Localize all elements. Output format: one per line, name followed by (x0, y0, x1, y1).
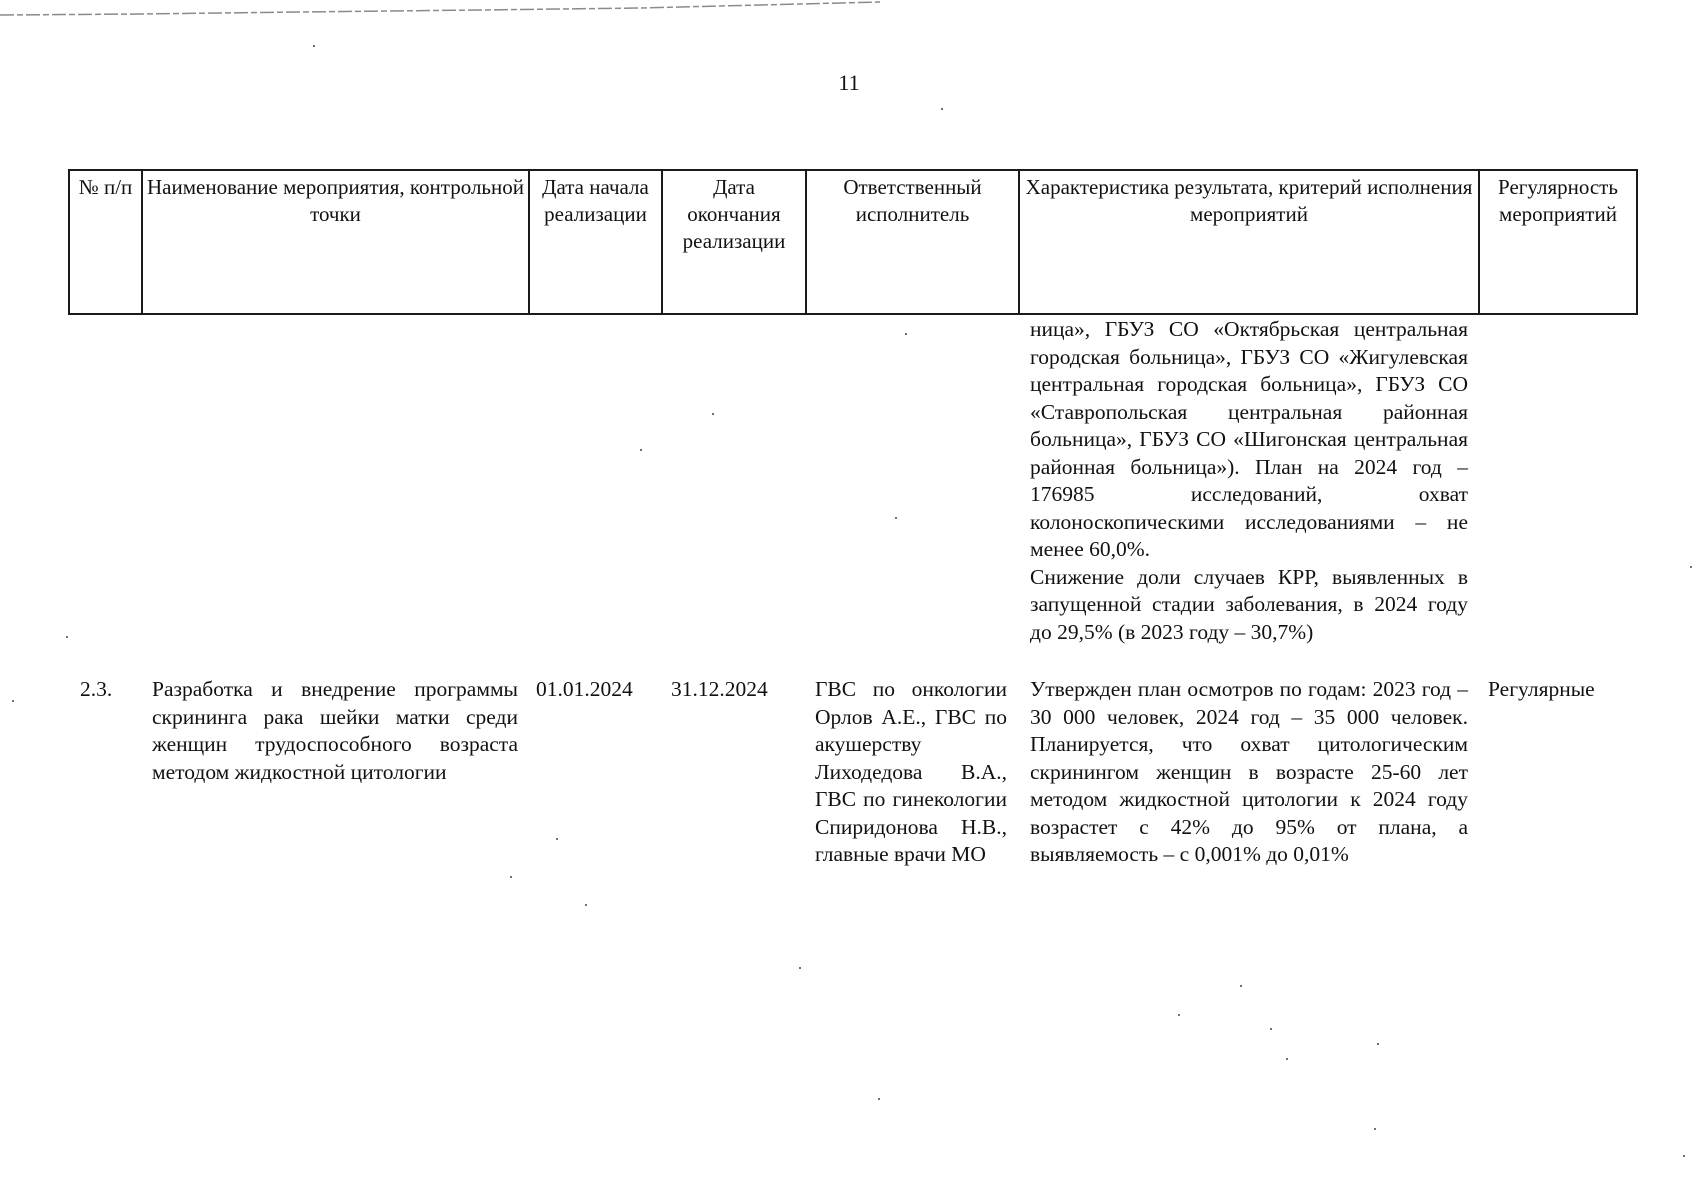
row-2-3-result: Утвержден план осмотров по годам: 2023 год – 30 000 человек, 2024 год – 35 000 человек. Планируется, что охват цитологическим скринингом женщин в возрасте 25-60 лет методом жидкостной цитологии к 2024 году возрастет с 42% до 95% от плана, а выявляемость – с 0,001% до 0,01% (1030, 677, 1468, 866)
scan-speck (556, 838, 558, 840)
scan-speck (878, 1098, 880, 1100)
page-number: 11 (838, 70, 860, 95)
scan-speck (313, 45, 315, 47)
header-num: № п/п (69, 170, 142, 314)
scan-speck (712, 413, 714, 415)
continuation-result-summary: Снижение доли случаев КРР, выявленных в запущенной стадии заболевания, в 2024 году до 29,5% (в 2023 году – 30,7%) (1030, 564, 1468, 644)
row-2-3-name: Разработка и внедрение программы скрининга рака шейки матки среди женщин трудоспособного возраста методом жидкостной цитологии (152, 677, 518, 784)
row-2-3-end-date: 31.12.2024 (671, 677, 768, 701)
scan-speck (905, 333, 907, 335)
table-header (68, 169, 1638, 315)
scan-speck (941, 108, 943, 110)
continuation-result-cell (1030, 316, 1468, 646)
header-result: Характеристика результата, критерий исполнения мероприятий (1019, 170, 1479, 314)
header-row (69, 170, 1637, 314)
scan-edge-line (0, 0, 880, 20)
scan-speck (1377, 1043, 1379, 1045)
scan-speck (1286, 1058, 1288, 1060)
scan-speck (1690, 566, 1692, 568)
row-2-3-start-date: 01.01.2024 (536, 677, 633, 701)
row-2-3-num: 2.3. (80, 677, 113, 701)
scan-speck (12, 700, 14, 702)
header-end-date: Дата окончания реализации (662, 170, 806, 314)
row-2-3-responsible: ГВС по онкологии Орлов А.Е., ГВС по акушерству Лиходедова В.А., ГВС по гинекологии Спиридонова Н.В., главные врачи МО (815, 677, 1007, 866)
scan-speck (799, 967, 801, 969)
continuation-result-text: ница», ГБУЗ СО «Октябрьская центральная городская больница», ГБУЗ СО «Жигулевская центральная городская больница», ГБУЗ СО «Ставропольская центральная районная больница», ГБУЗ СО «Шигонская центральная районная больница»). План на 2024 год – 176985 исследований, охват колоноскопическими исследованиями – не менее 60,0%. (1030, 317, 1468, 561)
scan-speck (1240, 985, 1242, 987)
scan-speck (895, 517, 897, 519)
header-responsible: Ответственный исполнитель (806, 170, 1019, 314)
scan-speck (1374, 1128, 1376, 1130)
scan-speck (1683, 1155, 1685, 1157)
scan-speck (66, 636, 68, 638)
header-start-date: Дата начала реализации (529, 170, 662, 314)
header-regularity: Регулярность мероприятий (1479, 170, 1637, 314)
scan-speck (510, 876, 512, 878)
scan-speck (585, 904, 587, 906)
header-name: Наименование мероприятия, контрольной точки (142, 170, 529, 314)
scan-speck (1178, 1014, 1180, 1016)
row-2-3-regularity: Регулярные (1488, 677, 1595, 701)
scan-speck (1270, 1028, 1272, 1030)
scan-speck (640, 449, 642, 451)
